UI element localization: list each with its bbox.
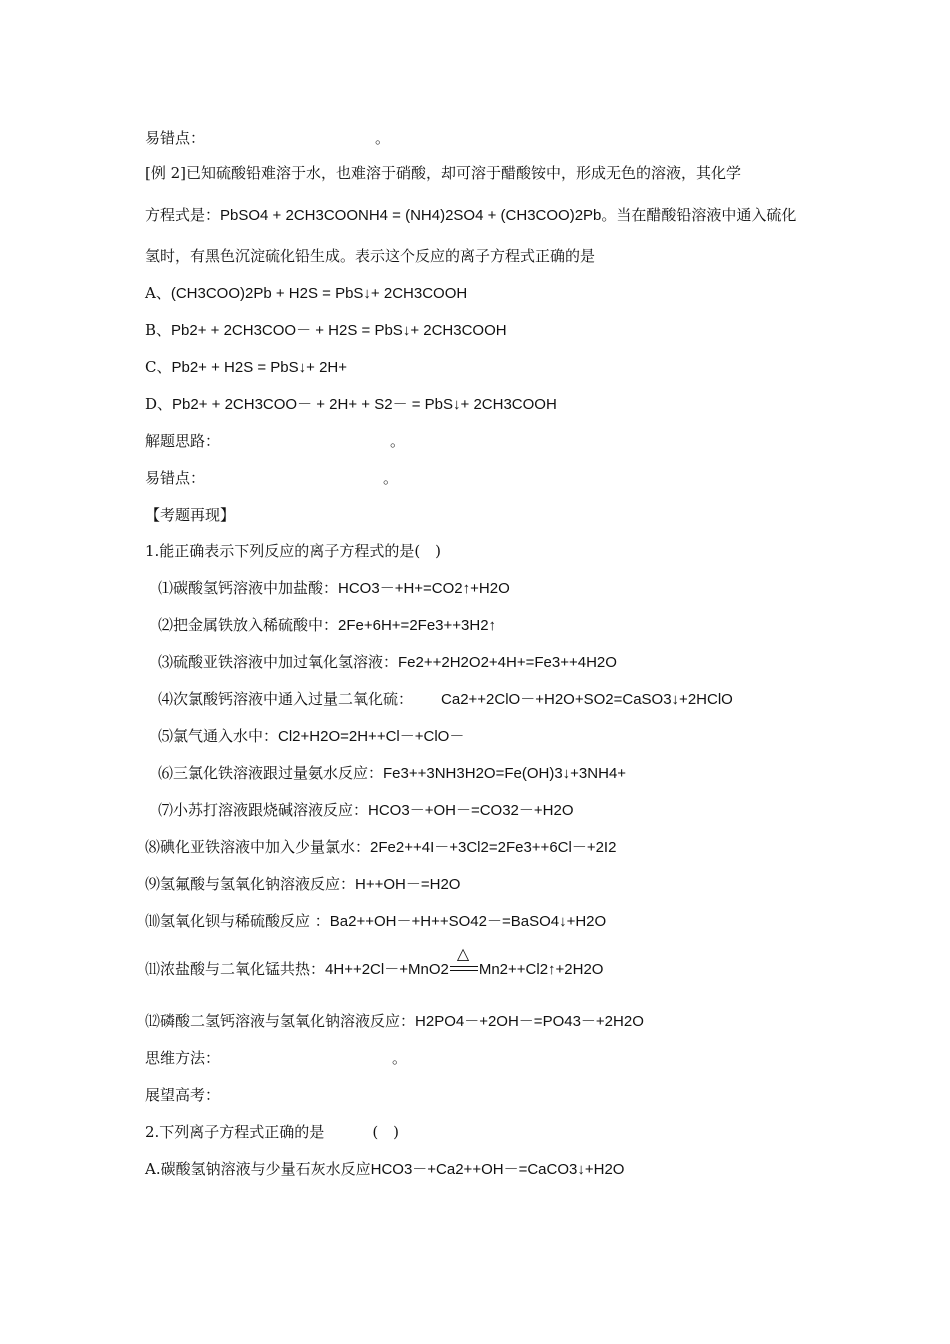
example-2-text-1: [例 2]已知硫酸铅难溶于水，也难溶于硝酸，却可溶于醋酸铵中，形成无色的溶液，其化学 [145, 164, 742, 182]
question-1-item-12: ⑿磷酸二氢钙溶液与氢氧化钠溶液反应：H2PO4－+2OH－=PO43－+2H2O [145, 1012, 644, 1030]
question-2-stem: 2.下列离子方程式正确的是 ( ) [145, 1123, 400, 1141]
error-point-label: 易错点： [145, 129, 206, 147]
section-heading: 【考题再现】 [145, 506, 236, 524]
thinking-method-line: 思维方法： 。 [145, 1049, 408, 1067]
option-a: A、(CH3COO)2Pb + H2S = PbS↓+ 2CH3COOH [145, 284, 468, 302]
question-1-item-5: ⑸氯气通入水中：Cl2+H2O=2H++Cl－+ClO－ [158, 727, 465, 745]
question-1-item-2: ⑵把金属铁放入稀硫酸中：2Fe+6H+=2Fe3++3H2↑ [158, 616, 497, 634]
outlook-heading: 展望高考： [145, 1086, 221, 1104]
error-point-line-1 [145, 127, 390, 149]
question-1-stem: 1.能正确表示下列反应的离子方程式的是( ) [145, 542, 442, 560]
option-d: D、Pb2+ + 2CH3COO－ + 2H+ + S2－ = PbS↓+ 2CH3COOH [145, 395, 557, 413]
option-c: C、Pb2+ + H2S = PbS↓+ 2H+ [145, 358, 348, 376]
question-1-item-6: ⑹三氯化铁溶液跟过量氨水反应：Fe3++3NH3H2O=Fe(OH)3↓+3NH4+ [158, 764, 627, 782]
example-2-text-3: 氢时，有黑色沉淀硫化铅生成。表示这个反应的离子方程式正确的是 [145, 247, 596, 265]
heat-triangle-icon: △ [456, 944, 470, 963]
question-1-item-8: ⑻碘化亚铁溶液中加入少量氯水：2Fe2++4I－+3Cl2=2Fe3++6Cl－+2I2 [145, 838, 617, 856]
example-2-text-2: 方程式是：PbSO4 + 2CH3COONH4 = (NH4)2SO4 + (CH3COO)2Pb。当在醋酸铅溶液中通入硫化 [145, 206, 797, 224]
solution-thinking-line: 解题思路： 。 [145, 432, 406, 450]
equation: PbSO4 + 2CH3COONH4 = (NH4)2SO4 + (CH3COO)2Pb [220, 207, 602, 224]
question-1-item-11: ⑾浓盐酸与二氧化锰共热：4H++2Cl－+MnO2 △ Mn2++Cl2↑+2H2O [145, 944, 604, 978]
question-1-item-3: ⑶硫酸亚铁溶液中加过氧化氢溶液：Fe2++2H2O2+4H+=Fe3++4H2O [158, 653, 617, 671]
question-1-item-7: ⑺小苏打溶液跟烧碱溶液反应：HCO3－+OH－=CO32－+H2O [158, 801, 574, 819]
question-1-item-9: ⑼氢氟酸与氢氧化钠溶液反应：H++OH－=H2O [145, 875, 461, 893]
question-1-item-4: ⑷次氯酸钙溶液中通入过量二氧化硫： Ca2++2ClO－+H2O+SO2=CaSO3↓+2HClO [158, 690, 733, 708]
heat-equals-sign [450, 944, 478, 980]
question-1-item-10: ⑽氢氧化钡与稀硫酸反应 ：Ba2++OH－+H++SO42－=BaSO4↓+H2O [145, 912, 607, 930]
error-point-line-2: 易错点： 。 [145, 469, 399, 487]
option-b: B、Pb2+ + 2CH3COO－ + H2S = PbS↓+ 2CH3COOH [145, 321, 507, 339]
blank-end: 。 [375, 129, 391, 147]
question-1-item-1: ⑴碳酸氢钙溶液中加盐酸：HCO3－+H+=CO2↑+H2O [158, 579, 510, 597]
question-2-option-a: A.碳酸氢钠溶液与少量石灰水反应HCO3－+Ca2++OH－=CaCO3↓+H2O [145, 1160, 625, 1178]
